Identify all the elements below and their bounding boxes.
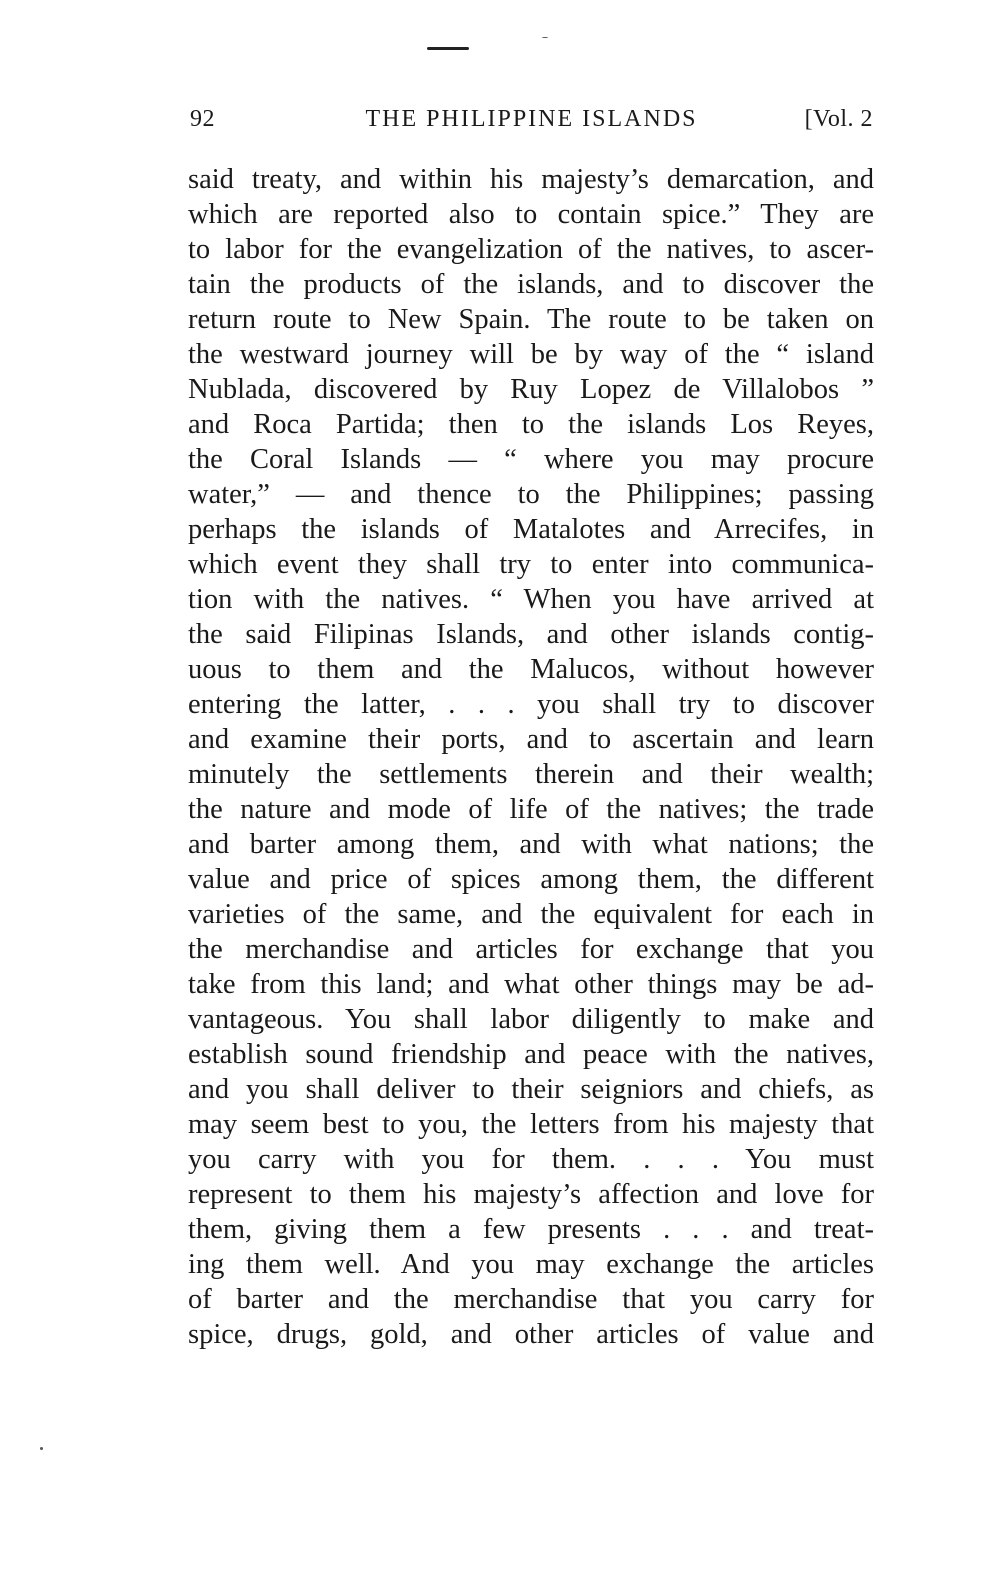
text-line: uous to them and the Malucos, without however <box>188 654 874 685</box>
text-line: perhaps the islands of Matalotes and Arrecifes, in <box>188 514 874 545</box>
text-line: entering the latter, . . . you shall try to discover <box>188 689 874 720</box>
text-line: the Coral Islands — “ where you may procure <box>188 444 874 475</box>
ink-speck <box>542 37 548 38</box>
text-line: Nublada, discovered by Ruy Lopez de Villalobos ” <box>188 374 874 405</box>
text-line: represent to them his majesty’s affection and love for <box>188 1179 874 1210</box>
text-line: vantageous. You shall labor diligently to make and <box>188 1004 874 1035</box>
ink-speck <box>40 1447 43 1450</box>
text-line: return route to New Spain. The route to be taken on <box>188 304 874 335</box>
text-line: establish sound friendship and peace with the natives, <box>188 1039 874 1070</box>
running-header <box>190 106 873 138</box>
text-line: and you shall deliver to their seigniors and chiefs, as <box>188 1074 874 1105</box>
text-line: to labor for the evangelization of the natives, to ascer- <box>188 234 874 265</box>
text-line: tion with the natives. “ When you have arrived at <box>188 584 874 615</box>
text-line: of barter and the merchandise that you carry for <box>188 1284 874 1315</box>
text-line: the said Filipinas Islands, and other islands contig- <box>188 619 874 650</box>
text-line: value and price of spices among them, the different <box>188 864 874 895</box>
page-number: 92 <box>190 106 215 132</box>
text-line: spice, drugs, gold, and other articles of value and <box>188 1319 874 1350</box>
text-line: them, giving them a few presents . . . and treat- <box>188 1214 874 1245</box>
text-line: the nature and mode of life of the natives; the trade <box>188 794 874 825</box>
text-line: may seem best to you, the letters from his majesty that <box>188 1109 874 1140</box>
text-line: said treaty, and within his majesty’s demarcation, and <box>188 164 874 195</box>
ink-mark <box>427 47 469 50</box>
volume-label: [Vol. 2 <box>804 106 873 132</box>
text-line: which event they shall try to enter into communica- <box>188 549 874 580</box>
text-line: and examine their ports, and to ascertain and learn <box>188 724 874 755</box>
text-line: which are reported also to contain spice.” They are <box>188 199 874 230</box>
text-line: and Roca Partida; then to the islands Los Reyes, <box>188 409 874 440</box>
text-line: ing them well. And you may exchange the articles <box>188 1249 874 1280</box>
text-line: minutely the settlements therein and their wealth; <box>188 759 874 790</box>
text-line: tain the products of the islands, and to discover the <box>188 269 874 300</box>
body-text <box>188 162 874 1352</box>
text-line: the westward journey will be by way of the “ island <box>188 339 874 370</box>
text-line: varieties of the same, and the equivalent for each in <box>188 899 874 930</box>
text-line: and barter among them, and with what nations; the <box>188 829 874 860</box>
text-line: take from this land; and what other things may be ad- <box>188 969 874 1000</box>
text-line: the merchandise and articles for exchange that you <box>188 934 874 965</box>
text-line: you carry with you for them. . . . You must <box>188 1144 874 1175</box>
text-line: water,” — and thence to the Philippines; passing <box>188 479 874 510</box>
running-title: THE PHILIPPINE ISLANDS <box>365 106 698 132</box>
